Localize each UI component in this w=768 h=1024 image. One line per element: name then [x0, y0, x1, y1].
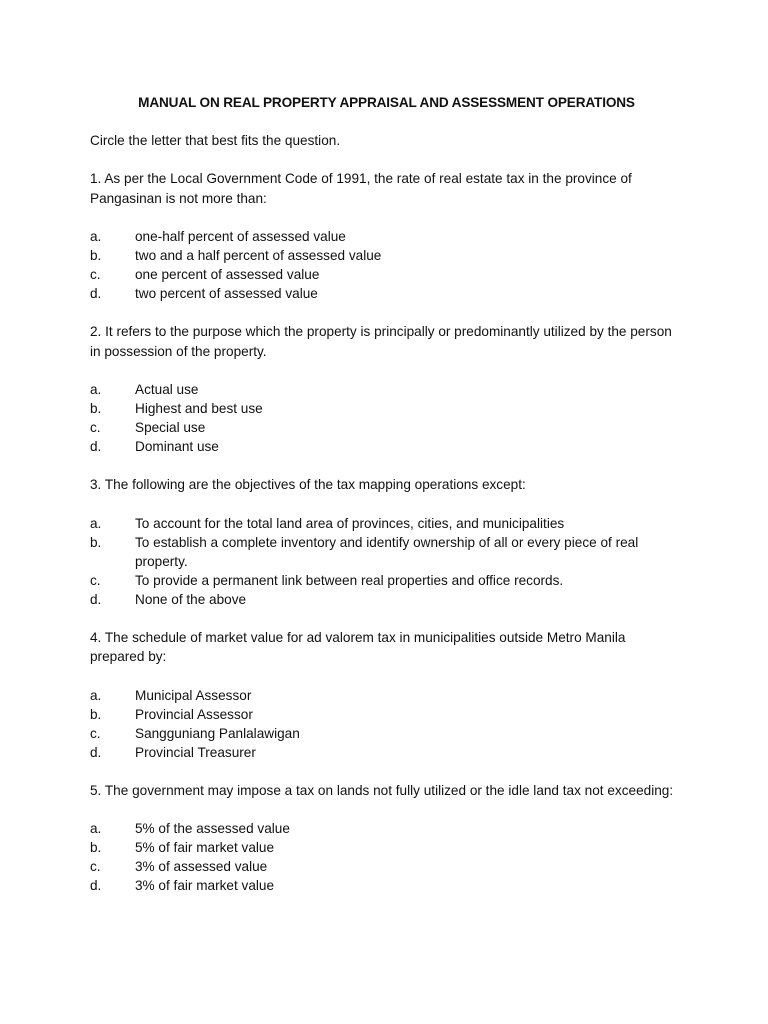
option-letter: d. — [90, 286, 102, 301]
option-b — [90, 838, 678, 857]
option-list — [90, 380, 678, 456]
option-text: two percent of assessed value — [135, 286, 318, 301]
question-1 — [90, 169, 678, 303]
instruction-text: Circle the letter that best fits the question. — [90, 133, 341, 148]
option-letter: c. — [90, 859, 101, 874]
option-text: To establish a complete inventory and identify ownership of all or every piece of real property. — [135, 534, 639, 569]
option-d — [90, 284, 678, 303]
option-text: Highest and best use — [135, 401, 263, 416]
option-b — [90, 399, 678, 418]
question-text: 4. The schedule of market value for ad valorem tax in municipalities outside Metro Manila prepared by: — [90, 629, 626, 664]
question-4 — [90, 628, 678, 762]
option-d — [90, 590, 678, 609]
option-text: one-half percent of assessed value — [135, 229, 346, 244]
option-text: Sangguniang Panlalawigan — [135, 725, 300, 741]
option-list — [90, 227, 678, 303]
option-c — [90, 724, 678, 743]
option-a — [90, 819, 678, 838]
option-letter: a. — [90, 382, 102, 397]
option-letter: a. — [90, 229, 102, 244]
option-list — [90, 514, 678, 609]
option-letter: d. — [90, 878, 102, 893]
question-text: 5. The government may impose a tax on lands not fully utilized or the idle land tax not exceeding: — [90, 782, 674, 798]
option-b — [90, 246, 678, 265]
option-a — [90, 686, 678, 705]
question-5 — [90, 781, 678, 896]
option-text: Provincial Treasurer — [135, 744, 256, 760]
option-d — [90, 743, 678, 762]
option-letter: a. — [90, 821, 102, 836]
option-letter: c. — [90, 572, 101, 588]
option-letter: b. — [90, 248, 102, 263]
option-text: Municipal Assessor — [135, 687, 252, 703]
option-letter: b. — [90, 401, 102, 416]
option-letter: c. — [90, 420, 101, 435]
option-text: 3% of assessed value — [135, 859, 268, 874]
option-letter: d. — [90, 744, 102, 760]
option-letter: b. — [90, 840, 102, 855]
option-c — [90, 418, 678, 437]
option-text: one percent of assessed value — [135, 267, 320, 282]
option-letter: d. — [90, 439, 102, 454]
option-c — [90, 265, 678, 284]
option-text: two and a half percent of assessed value — [135, 248, 382, 263]
option-list — [90, 686, 678, 762]
option-b — [90, 533, 678, 571]
option-a — [90, 380, 678, 399]
option-c — [90, 857, 678, 876]
question-text: 2. It refers to the purpose which the property is principally or predominantly utilized by the person in possession of the property. — [90, 324, 672, 359]
question-3 — [90, 475, 678, 609]
option-text: Dominant use — [135, 439, 219, 454]
option-letter: b. — [90, 706, 102, 722]
option-letter: c. — [90, 267, 101, 282]
option-a — [90, 227, 678, 246]
option-text: 5% of the assessed value — [135, 821, 290, 836]
option-letter: c. — [90, 725, 101, 741]
option-text: None of the above — [135, 591, 247, 607]
option-d — [90, 876, 678, 895]
option-list — [90, 819, 678, 895]
document-title: MANUAL ON REAL PROPERTY APPRAISAL AND ASSESSMENT OPERATIONS — [138, 95, 635, 110]
question-text: 3. The following are the objectives of the tax mapping operations except: — [90, 477, 526, 492]
question-text: 1. As per the Local Government Code of 1991, the rate of real estate tax in the province of Pangasinan is not more than: — [90, 171, 632, 206]
option-text: 5% of fair market value — [135, 840, 275, 855]
option-letter: d. — [90, 591, 102, 607]
option-text: 3% of fair market value — [135, 878, 275, 893]
option-letter: b. — [90, 534, 102, 550]
option-d — [90, 437, 678, 456]
option-text: Special use — [135, 420, 206, 435]
option-b — [90, 705, 678, 724]
option-letter: a. — [90, 515, 102, 531]
option-text: Actual use — [135, 382, 199, 397]
option-text: Provincial Assessor — [135, 706, 253, 722]
option-c — [90, 571, 678, 590]
option-text: To account for the total land area of provinces, cities, and municipalities — [135, 515, 565, 531]
option-text: To provide a permanent link between real properties and office records. — [135, 572, 564, 588]
option-letter: a. — [90, 687, 102, 703]
option-a — [90, 514, 678, 533]
question-2 — [90, 322, 678, 456]
